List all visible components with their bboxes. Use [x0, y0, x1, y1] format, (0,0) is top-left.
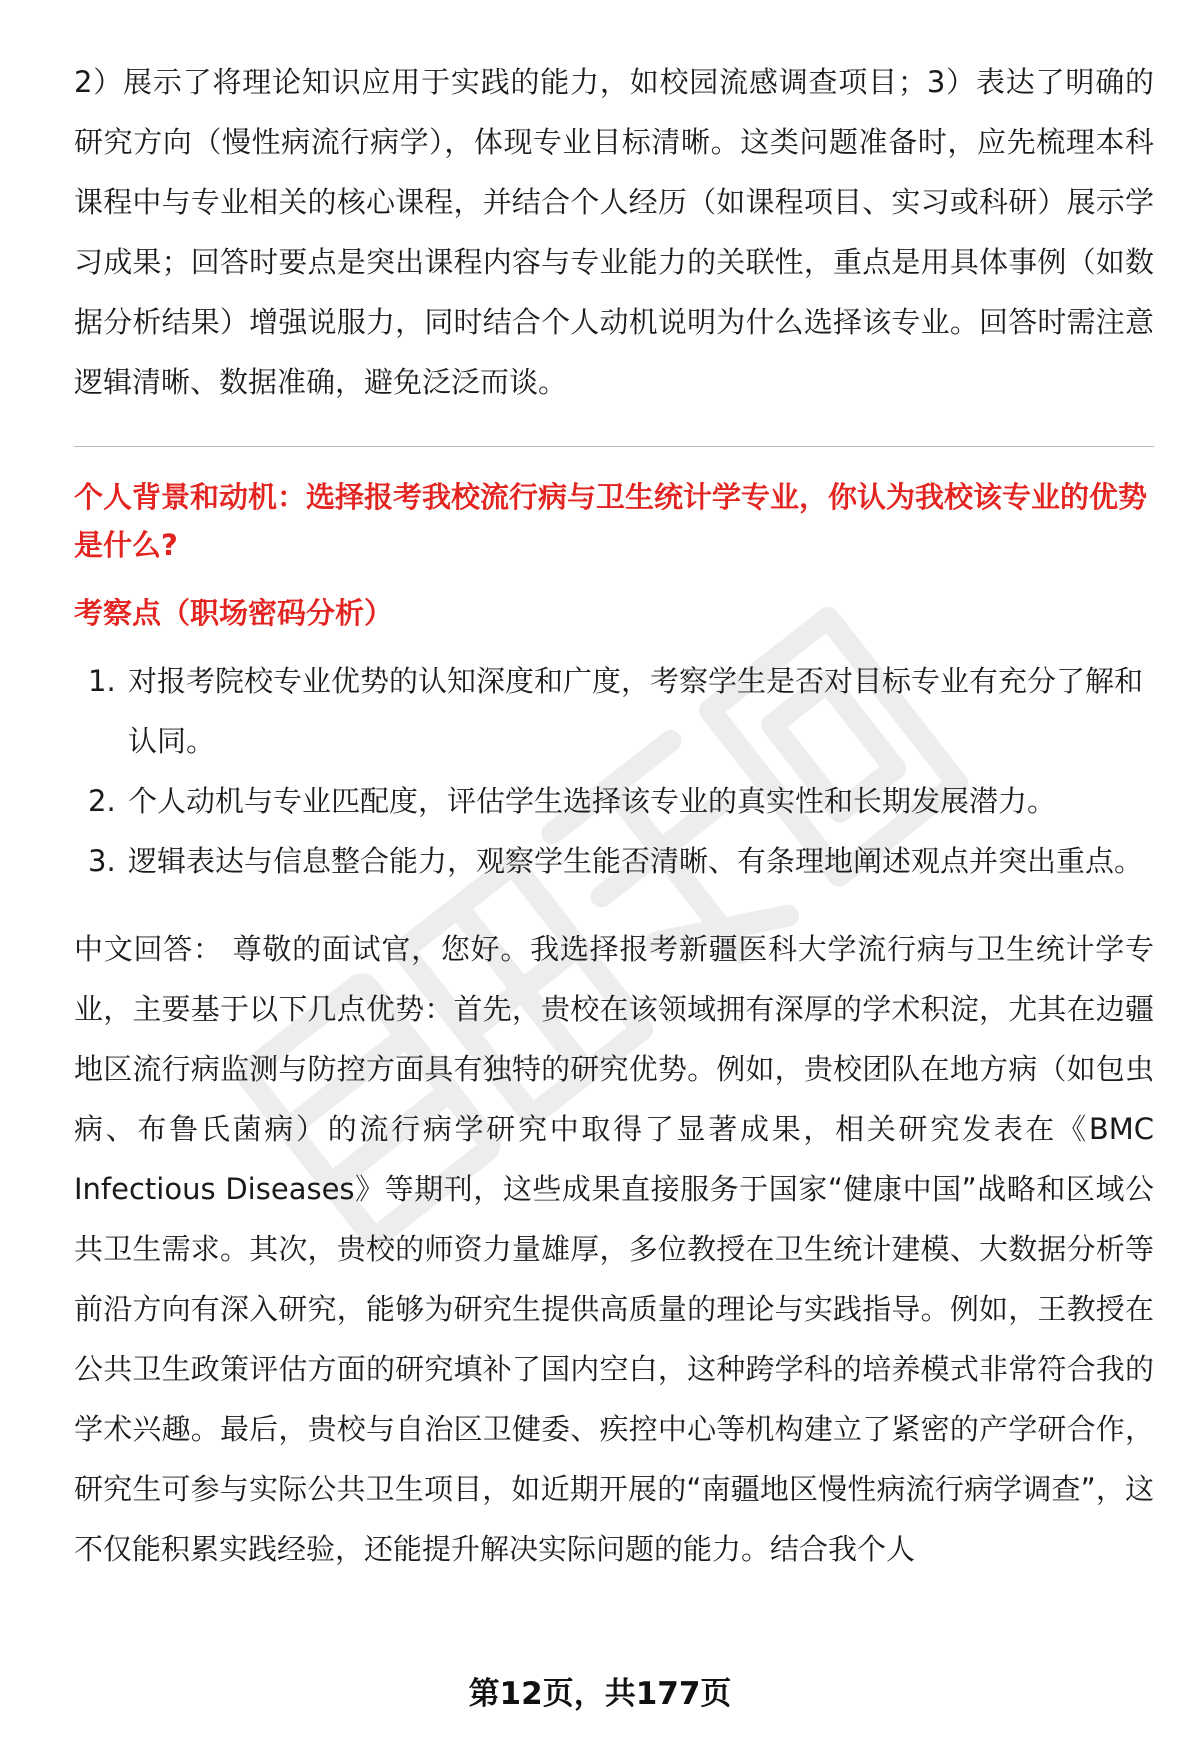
assessment-point-list — [74, 651, 1154, 891]
question-heading: 个人背景和动机：选择报考我校流行病与卫生统计学专业，你认为我校该专业的优势是什么? — [74, 480, 1148, 562]
list-item-text: 逻辑表达与信息整合能力，观察学生能否清晰、有条理地阐述观点并突出重点。 — [128, 844, 1144, 878]
list-item — [74, 831, 1154, 891]
assessment-heading: 考察点（职场密码分析） — [74, 596, 394, 630]
page-content — [74, 52, 1154, 1579]
list-item-text: 对报考院校专业优势的认知深度和广度，考察学生是否对目标专业有充分了解和认同。 — [128, 664, 1144, 758]
list-item — [74, 771, 1154, 831]
list-item-number: 1. — [88, 664, 116, 698]
list-item — [74, 651, 1154, 771]
section-divider — [74, 446, 1154, 447]
answer-paragraph: 中文回答： 尊敬的面试官，您好。我选择报考新疆医科大学流行病与卫生统计学专业，主要基于以下几点优势：首先，贵校在该领域拥有深厚的学术积淀，尤其在边疆地区流行病监测与防控方面具有独特的研究优势。例如，贵校团队在地方病（如包虫病、布鲁氏菌病）的流行病学研究中取得了显著成果，相关研究发表在《BMC Infectious Diseases》等期刊，这些成果直接服务于国家“健康中国”战略和区域公共卫生需求。其次，贵校的师资力量雄厚，多位教授在卫生统计建模、大数据分析等前沿方向有深入研究，能够为研究生提供高质量的理论与实践指导。例如，王教授在公共卫生政策评估方面的研究填补了国内空白，这种跨学科的培养模式非常符合我的学术兴趣。最后，贵校与自治区卫健委、疾控中心等机构建立了紧密的产学研合作，研究生可参与实际公共卫生项目，如近期开展的“南疆地区慢性病流行病学调查”，这不仅能积累实践经验，还能提升解决实际问题的能力。结合我个人 — [74, 932, 1154, 1566]
page-number-footer: 第12页，共177页 — [468, 1676, 732, 1712]
list-item-number: 2. — [88, 784, 116, 818]
list-item-text: 个人动机与专业匹配度，评估学生选择该专业的真实性和长期发展潜力。 — [128, 784, 1057, 818]
list-item-number: 3. — [88, 844, 116, 878]
intro-paragraph: 2）展示了将理论知识应用于实践的能力，如校园流感调查项目；3）表达了明确的研究方向（慢性病流行病学），体现专业目标清晰。这类问题准备时，应先梳理本科课程中与专业相关的核心课程，并结合个人经历（如课程项目、实习或科研）展示学习成果；回答时要点是突出课程内容与专业能力的关联性，重点是用具体事例（如数据分析结果）增强说服力，同时结合个人动机说明为什么选择该专业。回答时需注意逻辑清晰、数据准确，避免泛泛而谈。 — [74, 65, 1154, 399]
